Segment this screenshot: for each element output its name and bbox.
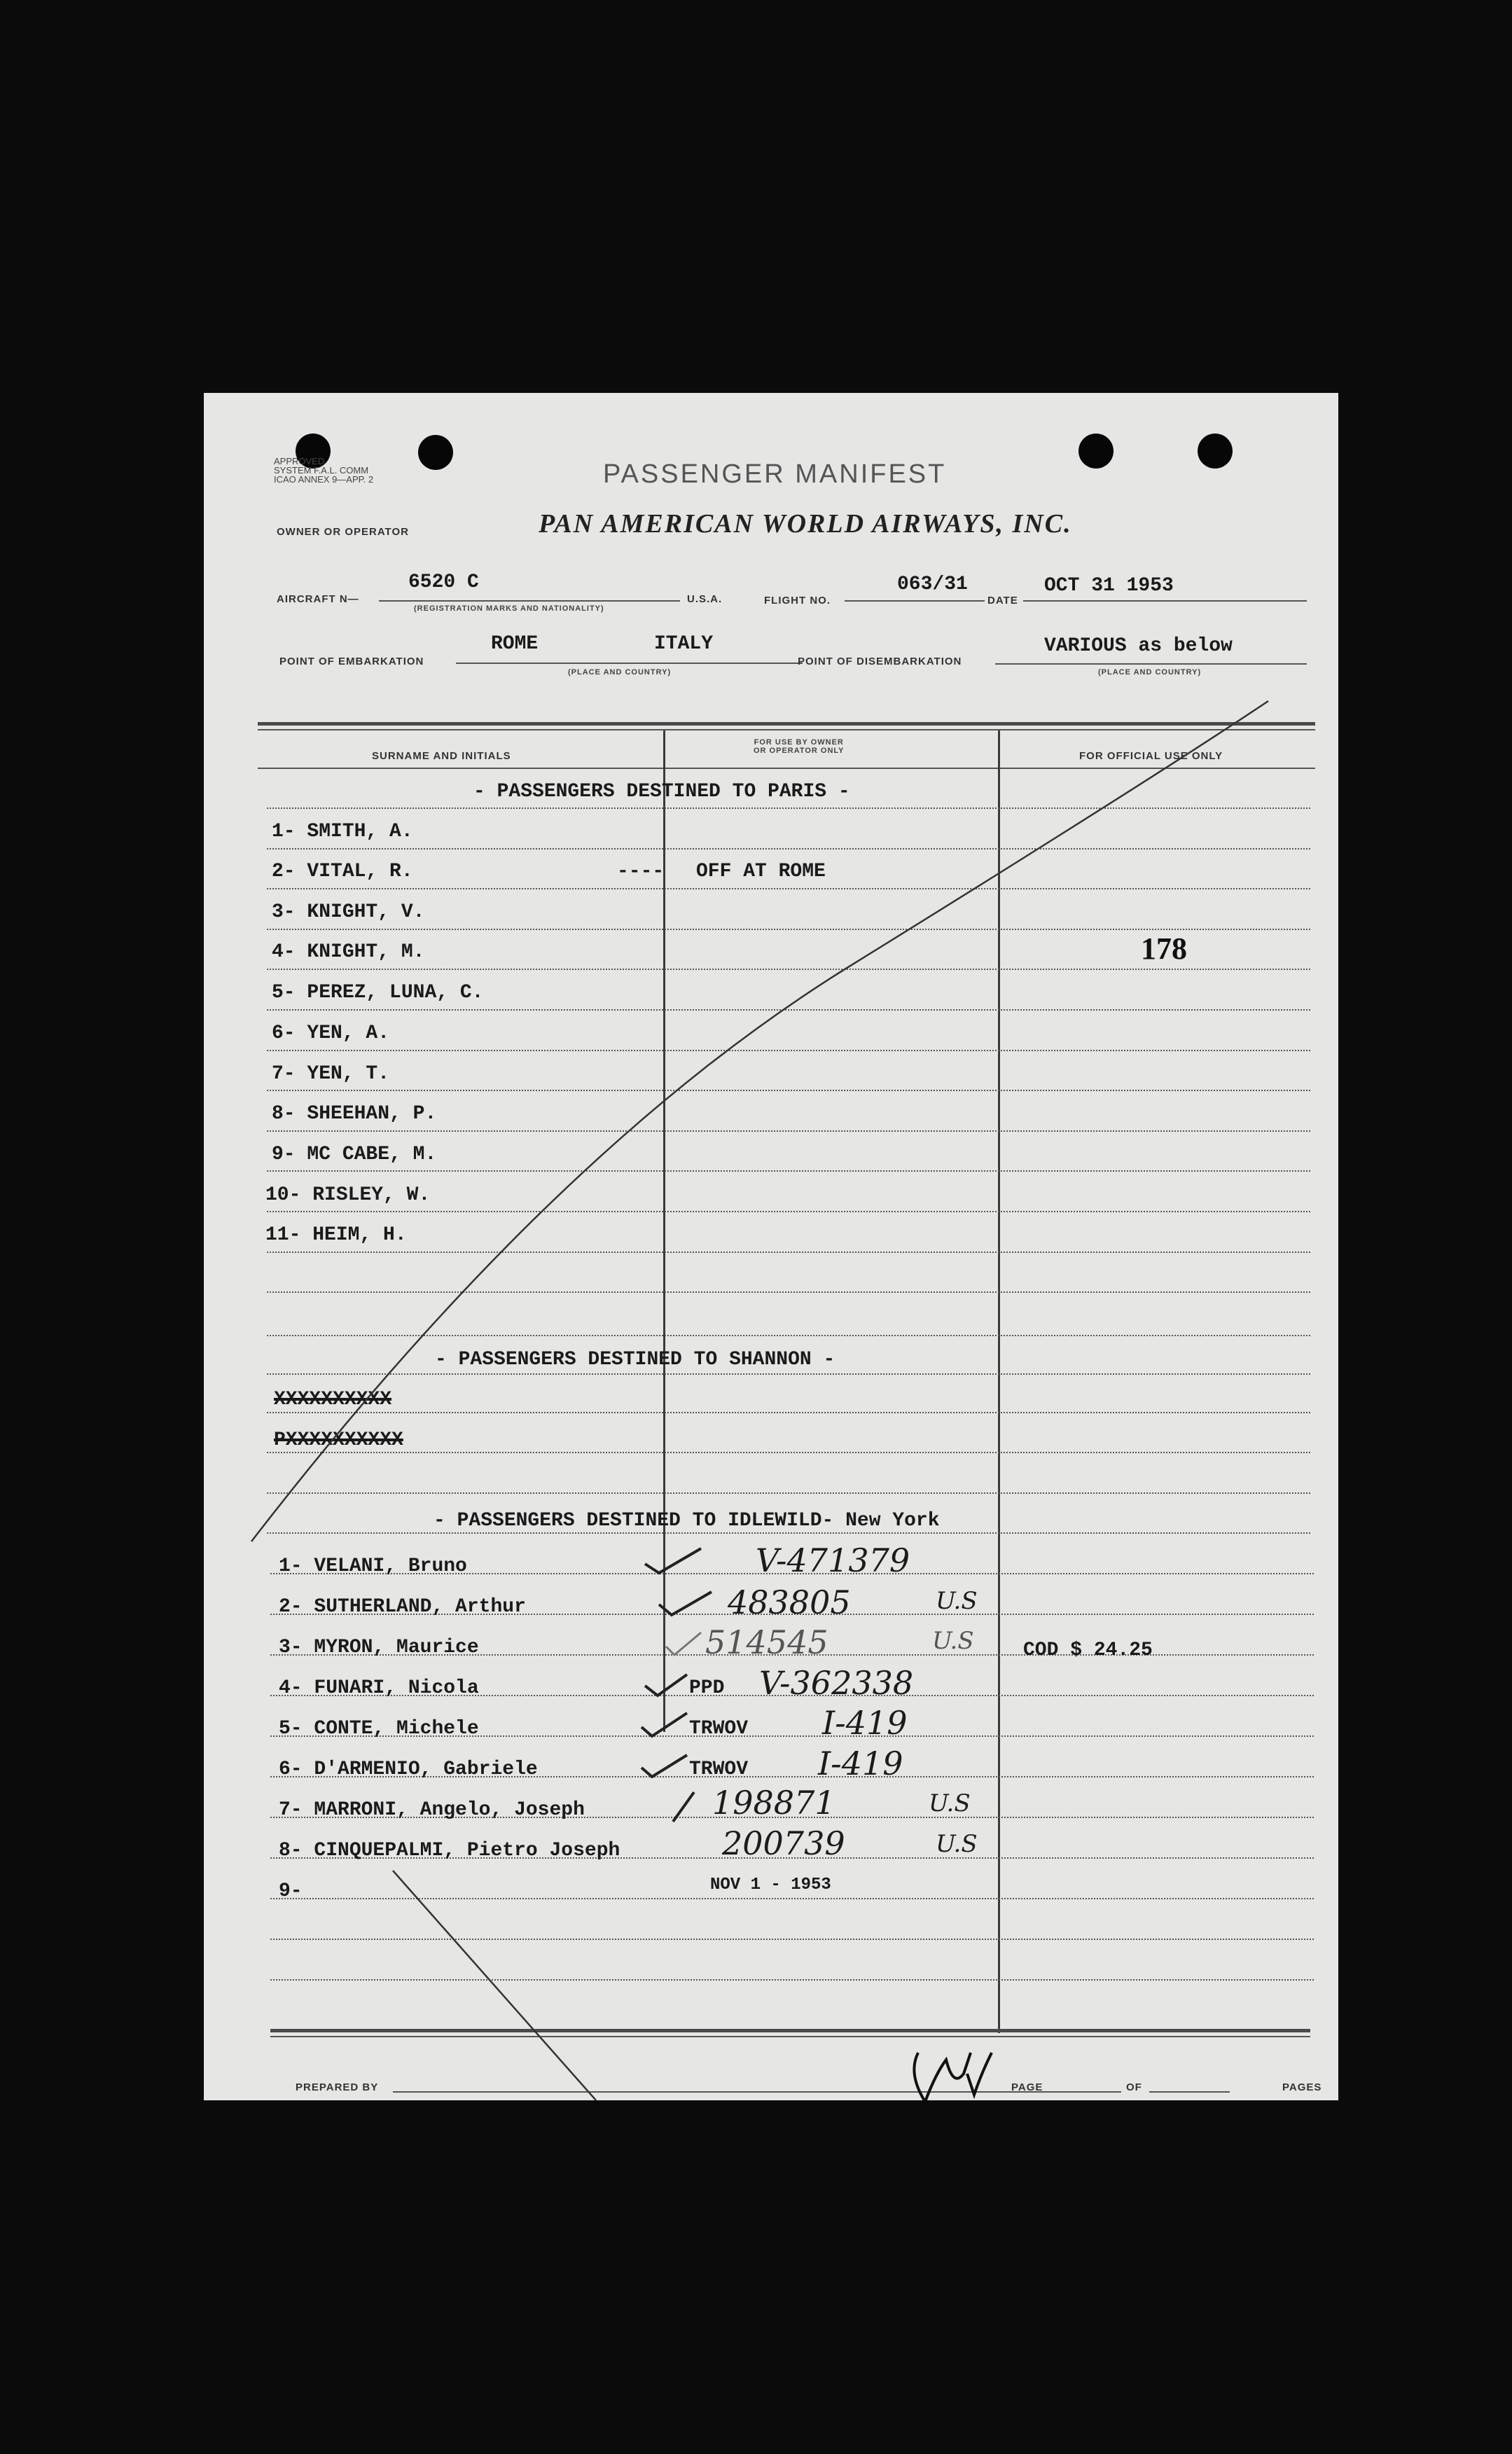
typed-status: TRWOV xyxy=(689,1759,749,1780)
flight-label: FLIGHT NO. xyxy=(764,595,831,606)
row-number: 2- xyxy=(272,861,296,882)
disembark-label: POINT OF DISEMBARKATION xyxy=(798,656,962,667)
row-number: 4- xyxy=(279,1677,303,1699)
checkmark-icon xyxy=(645,1675,687,1696)
passenger-name: VITAL, R. xyxy=(307,861,413,882)
row-number: 9- xyxy=(279,1880,303,1902)
official-number: 178 xyxy=(1141,931,1187,966)
struck-entry: XXXXXXXXXX xyxy=(274,1389,392,1410)
col-operator-header-line: OR OPERATOR ONLY xyxy=(754,747,845,755)
registration-caption: (REGISTRATION MARKS AND NATIONALITY) xyxy=(414,604,604,613)
row-number: 9- xyxy=(272,1144,296,1165)
row-number: 8- xyxy=(279,1840,303,1862)
row-number: 6- xyxy=(279,1759,303,1780)
passenger-name: KNIGHT, M. xyxy=(307,941,425,963)
approval-line: SYSTEM F.A.L. COMM xyxy=(274,465,369,476)
col-official-header: FOR OFFICIAL USE ONLY xyxy=(1079,750,1223,762)
handwritten-nationality: U.S xyxy=(932,1627,974,1655)
passenger-name: D'ARMENIO, Gabriele xyxy=(314,1759,538,1780)
row-number: 11- xyxy=(265,1224,301,1246)
passenger-name: SHEEHAN, P. xyxy=(307,1103,437,1125)
row-number: 5- xyxy=(279,1718,303,1740)
of-label: OF xyxy=(1126,2081,1142,2093)
aircraft-value: 6520 C xyxy=(408,571,479,593)
row-number: 3- xyxy=(272,901,296,923)
section-heading-paris: - PASSENGERS DESTINED TO PARIS - xyxy=(473,781,850,803)
row-number: 1- xyxy=(279,1555,303,1577)
row-number: 5- xyxy=(272,982,296,1004)
passenger-name: KNIGHT, V. xyxy=(307,901,425,923)
passenger-name: SUTHERLAND, Arthur xyxy=(314,1596,526,1618)
place-caption-2: (PLACE AND COUNTRY) xyxy=(1098,668,1202,677)
handwritten-passport: 483805 xyxy=(728,1583,851,1621)
passenger-name: RISLEY, W. xyxy=(312,1184,431,1206)
section-heading-shannon: - PASSENGERS DESTINED TO SHANNON - xyxy=(435,1349,835,1371)
checkmark-icon xyxy=(645,1548,701,1573)
row-number: 1- xyxy=(272,821,296,843)
signature-icon xyxy=(914,2053,992,2100)
embark-city: ROME xyxy=(491,633,539,655)
handwritten-passport: 198871 xyxy=(712,1784,835,1822)
checkmark-icon xyxy=(673,1792,694,1822)
row-number: 7- xyxy=(279,1799,303,1821)
cod-note: COD $ 24.25 xyxy=(1023,1640,1153,1661)
received-stamp-date: NOV 1 - 1953 xyxy=(710,1876,831,1894)
typed-status: PPD xyxy=(689,1677,725,1699)
checkmark-icon xyxy=(641,1713,687,1736)
flight-value: 063/31 xyxy=(897,574,968,595)
col-surname-header: SURNAME AND INITIALS xyxy=(372,750,511,762)
section-heading-idlewild: - PASSENGERS DESTINED TO IDLEWILD- New York xyxy=(434,1510,940,1532)
approval-line: ICAO ANNEX 9—APP. 2 xyxy=(274,474,374,485)
row-number: 2- xyxy=(279,1596,303,1618)
handwritten-nationality: U.S xyxy=(936,1587,978,1615)
typed-status: TRWOV xyxy=(689,1718,749,1740)
checkmark-icon xyxy=(666,1632,701,1655)
handwritten-nationality: U.S xyxy=(936,1830,978,1858)
row-number: 3- xyxy=(279,1637,303,1658)
embark-label: POINT OF EMBARKATION xyxy=(279,656,424,667)
row-number: 6- xyxy=(272,1022,296,1044)
struck-entry: PXXXXXXXXXX xyxy=(274,1429,403,1451)
passenger-name: MARRONI, Angelo, Joseph xyxy=(314,1799,585,1821)
passenger-name: MYRON, Maurice xyxy=(314,1637,479,1658)
col-operator-header-line: FOR USE BY OWNER xyxy=(754,738,844,747)
checkmark-icon xyxy=(659,1592,712,1615)
passenger-name: SMITH, A. xyxy=(307,821,413,843)
vital-dash: ---- xyxy=(617,861,665,882)
handwritten-passport: 514545 xyxy=(705,1623,828,1661)
pen-marks xyxy=(204,393,1338,2100)
passenger-name: VELANI, Bruno xyxy=(314,1555,467,1577)
handwritten-nationality: U.S xyxy=(929,1789,971,1817)
form-title: PASSENGER MANIFEST xyxy=(603,459,947,489)
vital-note: OFF AT ROME xyxy=(696,861,826,882)
handwritten-passport: I-419 xyxy=(818,1745,903,1782)
diagonal-strike-line xyxy=(393,1871,596,2100)
diagonal-strike-line xyxy=(251,701,1268,1541)
passenger-name: FUNARI, Nicola xyxy=(314,1677,479,1699)
handwritten-passport: V-362338 xyxy=(759,1664,914,1702)
passenger-name: PEREZ, LUNA, C. xyxy=(307,982,484,1004)
aircraft-label: AIRCRAFT N— xyxy=(277,593,359,605)
embark-country: ITALY xyxy=(654,633,714,655)
row-number: 8- xyxy=(272,1103,296,1125)
passenger-name: HEIM, H. xyxy=(312,1224,407,1246)
page-label: PAGE xyxy=(1011,2081,1043,2093)
approval-line: APPROVED xyxy=(274,456,325,466)
passenger-name: YEN, A. xyxy=(307,1022,390,1044)
row-number: 10- xyxy=(265,1184,301,1206)
passenger-name: YEN, T. xyxy=(307,1063,390,1085)
prepared-label: PREPARED BY xyxy=(296,2081,379,2093)
checkmark-icon xyxy=(641,1755,687,1777)
pages-label: PAGES xyxy=(1282,2081,1322,2093)
date-label: DATE xyxy=(987,595,1018,606)
manifest-sheet xyxy=(204,393,1338,2100)
place-caption: (PLACE AND COUNTRY) xyxy=(568,668,672,677)
date-value: OCT 31 1953 xyxy=(1044,575,1174,597)
disembark-value: VARIOUS as below xyxy=(1044,635,1233,657)
row-number: 7- xyxy=(272,1063,296,1085)
owner-label: OWNER OR OPERATOR xyxy=(277,526,409,538)
passenger-name: CINQUEPALMI, Pietro Joseph xyxy=(314,1840,620,1862)
handwritten-passport: 200739 xyxy=(722,1824,845,1862)
handwritten-passport: V-471379 xyxy=(756,1541,910,1579)
handwritten-passport: I-419 xyxy=(822,1704,908,1742)
operator-name: PAN AMERICAN WORLD AIRWAYS, INC. xyxy=(539,509,1072,539)
row-number: 4- xyxy=(272,941,296,963)
passenger-name: MC CABE, M. xyxy=(307,1144,437,1165)
usa-label: U.S.A. xyxy=(687,593,723,605)
passenger-name: CONTE, Michele xyxy=(314,1718,479,1740)
